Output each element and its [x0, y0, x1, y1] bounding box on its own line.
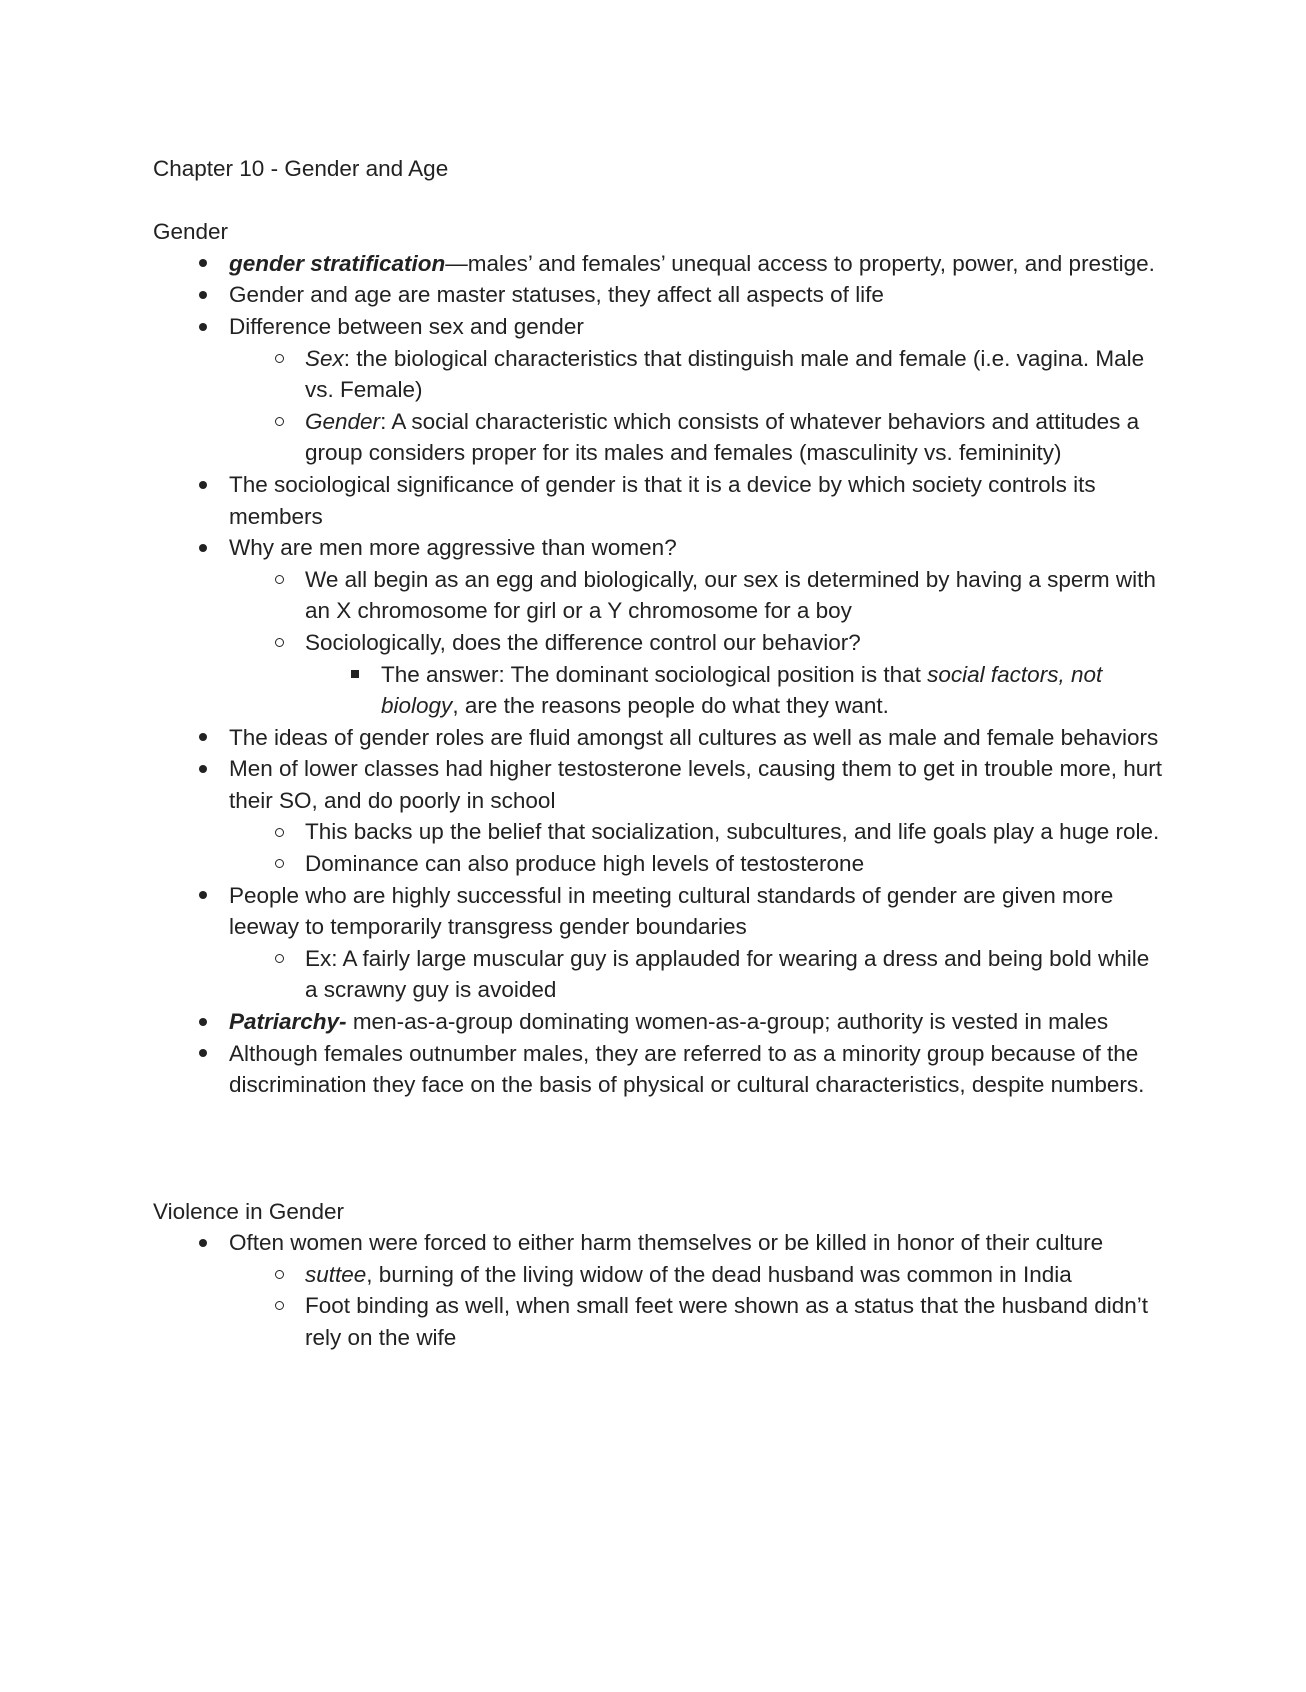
- bullet-dot-icon: [193, 469, 213, 501]
- document-page: [153, 153, 1163, 1354]
- bullet-circle-icon: [269, 627, 289, 659]
- section-heading-gender: Gender: [153, 219, 229, 245]
- sub-list-item: [153, 943, 1163, 1006]
- sub-list-item: [153, 343, 1163, 406]
- bullet-dot-icon: [193, 880, 213, 912]
- list-item: [153, 532, 1163, 564]
- list-item-text: Foot binding as well, when small feet were shown as a status that the husband didn’t rely on the wife: [305, 1293, 1148, 1350]
- list-item-text: This backs up the belief that socialization, subcultures, and life goals play a huge role.: [305, 819, 1160, 845]
- list-item-text: : the biological characteristics that distinguish male and female (i.e. vagina. Male vs. Female): [305, 345, 1145, 403]
- list-item-text: Sociologically, does the difference control our behavior?: [305, 629, 861, 655]
- document-title: Chapter 10 - Gender and Age: [153, 156, 449, 181]
- list-item-text: : A social characteristic which consists of whatever behaviors and attitudes a group considers proper for its males and females (masculinity vs. femininity): [305, 408, 1140, 466]
- list-item: [153, 880, 1163, 943]
- bullet-circle-icon: [269, 1290, 289, 1322]
- bullet-circle-icon: [269, 816, 289, 848]
- bullet-circle-icon: [269, 848, 289, 880]
- list-item-text: Although females outnumber males, they are referred to as a minority group because of the discrimination they face on the basis of physical or cultural characteristics, despite numbers.: [229, 1040, 1145, 1098]
- list-item: [153, 1038, 1163, 1101]
- list-item-text: men-as-a-group dominating women-as-a-group; authority is vested in males: [346, 1009, 1109, 1035]
- list-item-text: , are the reasons people do what they want.: [452, 693, 889, 719]
- list-item-text: Often women were forced to either harm themselves or be killed in honor of their culture: [229, 1230, 1104, 1256]
- sub-list-item: [153, 627, 1163, 659]
- sub-list-item: [153, 1290, 1163, 1353]
- bullet-dot-icon: [193, 311, 213, 343]
- list-item-text: We all begin as an egg and biologically, our sex is determined by having a sperm with an X chromosome for girl or a Y chromosome for a boy: [305, 566, 1156, 624]
- bullet-circle-icon: [269, 343, 289, 375]
- sub-list-item: [153, 816, 1163, 848]
- list-item-text: The sociological significance of gender is that it is a device by which society controls its members: [229, 471, 1096, 529]
- bullet-dot-icon: [193, 1006, 213, 1038]
- term-suttee: suttee: [305, 1261, 367, 1287]
- bullet-dot-icon: [193, 532, 213, 564]
- bullet-dot-icon: [193, 279, 213, 311]
- bullet-circle-icon: [269, 564, 289, 596]
- bullet-dot-icon: [193, 1227, 213, 1259]
- list-item: [153, 279, 1163, 311]
- section-heading-violence: Violence in Gender: [153, 1198, 344, 1224]
- spacer: [153, 1101, 1163, 1196]
- list-item: [153, 1006, 1163, 1038]
- list-item-text: The answer: The dominant sociological position is that: [381, 661, 928, 687]
- emphasis-text: social factors, not biology: [381, 661, 1103, 719]
- sub-list-item: [153, 564, 1163, 627]
- sub-list-item: [153, 1259, 1163, 1291]
- bullet-dot-icon: [193, 753, 213, 785]
- sub-sub-list-item: [153, 659, 1163, 722]
- bullet-dot-icon: [193, 248, 213, 280]
- bullet-square-icon: [345, 659, 365, 691]
- list-item-text: —males’ and females’ unequal access to property, power, and prestige.: [445, 250, 1155, 276]
- list-item: [153, 753, 1163, 816]
- bullet-dot-icon: [193, 722, 213, 754]
- list-item-text: Gender and age are master statuses, they affect all aspects of life: [229, 282, 884, 308]
- list-item-text: Dominance can also produce high levels of testosterone: [305, 851, 865, 877]
- gender-bullet-list: [153, 248, 1163, 1101]
- term-sex: Sex: [305, 345, 344, 371]
- list-item-text: Men of lower classes had higher testosterone levels, causing them to get in trouble more, hurt their SO, and do poorly in school: [229, 756, 1162, 813]
- bullet-circle-icon: [269, 1259, 289, 1291]
- list-item-text: The ideas of gender roles are fluid amongst all cultures as well as male and female behaviors: [229, 724, 1159, 750]
- term-gender-stratification: gender stratification: [229, 250, 446, 276]
- violence-bullet-list: [153, 1227, 1163, 1353]
- list-item: [153, 722, 1163, 754]
- bullet-circle-icon: [269, 943, 289, 975]
- spacer: [153, 185, 1163, 217]
- list-item: [153, 248, 1163, 280]
- term-gender: Gender: [305, 408, 381, 434]
- list-item-text: Why are men more aggressive than women?: [229, 535, 677, 561]
- list-item-text: People who are highly successful in meeting cultural standards of gender are given more leeway to temporarily transgress gender boundaries: [229, 882, 1114, 940]
- list-item-text: Ex: A fairly large muscular guy is applauded for wearing a dress and being bold while a scrawny guy is avoided: [305, 945, 1150, 1003]
- list-item: [153, 1227, 1163, 1259]
- list-item: [153, 469, 1163, 532]
- list-item: [153, 311, 1163, 343]
- sub-list-item: [153, 406, 1163, 469]
- sub-list-item: [153, 848, 1163, 880]
- list-item-text: Difference between sex and gender: [229, 313, 584, 339]
- term-patriarchy: Patriarchy-: [229, 1009, 347, 1035]
- list-item-text: , burning of the living widow of the dead husband was common in India: [366, 1261, 1072, 1287]
- bullet-circle-icon: [269, 406, 289, 438]
- bullet-dot-icon: [193, 1038, 213, 1070]
